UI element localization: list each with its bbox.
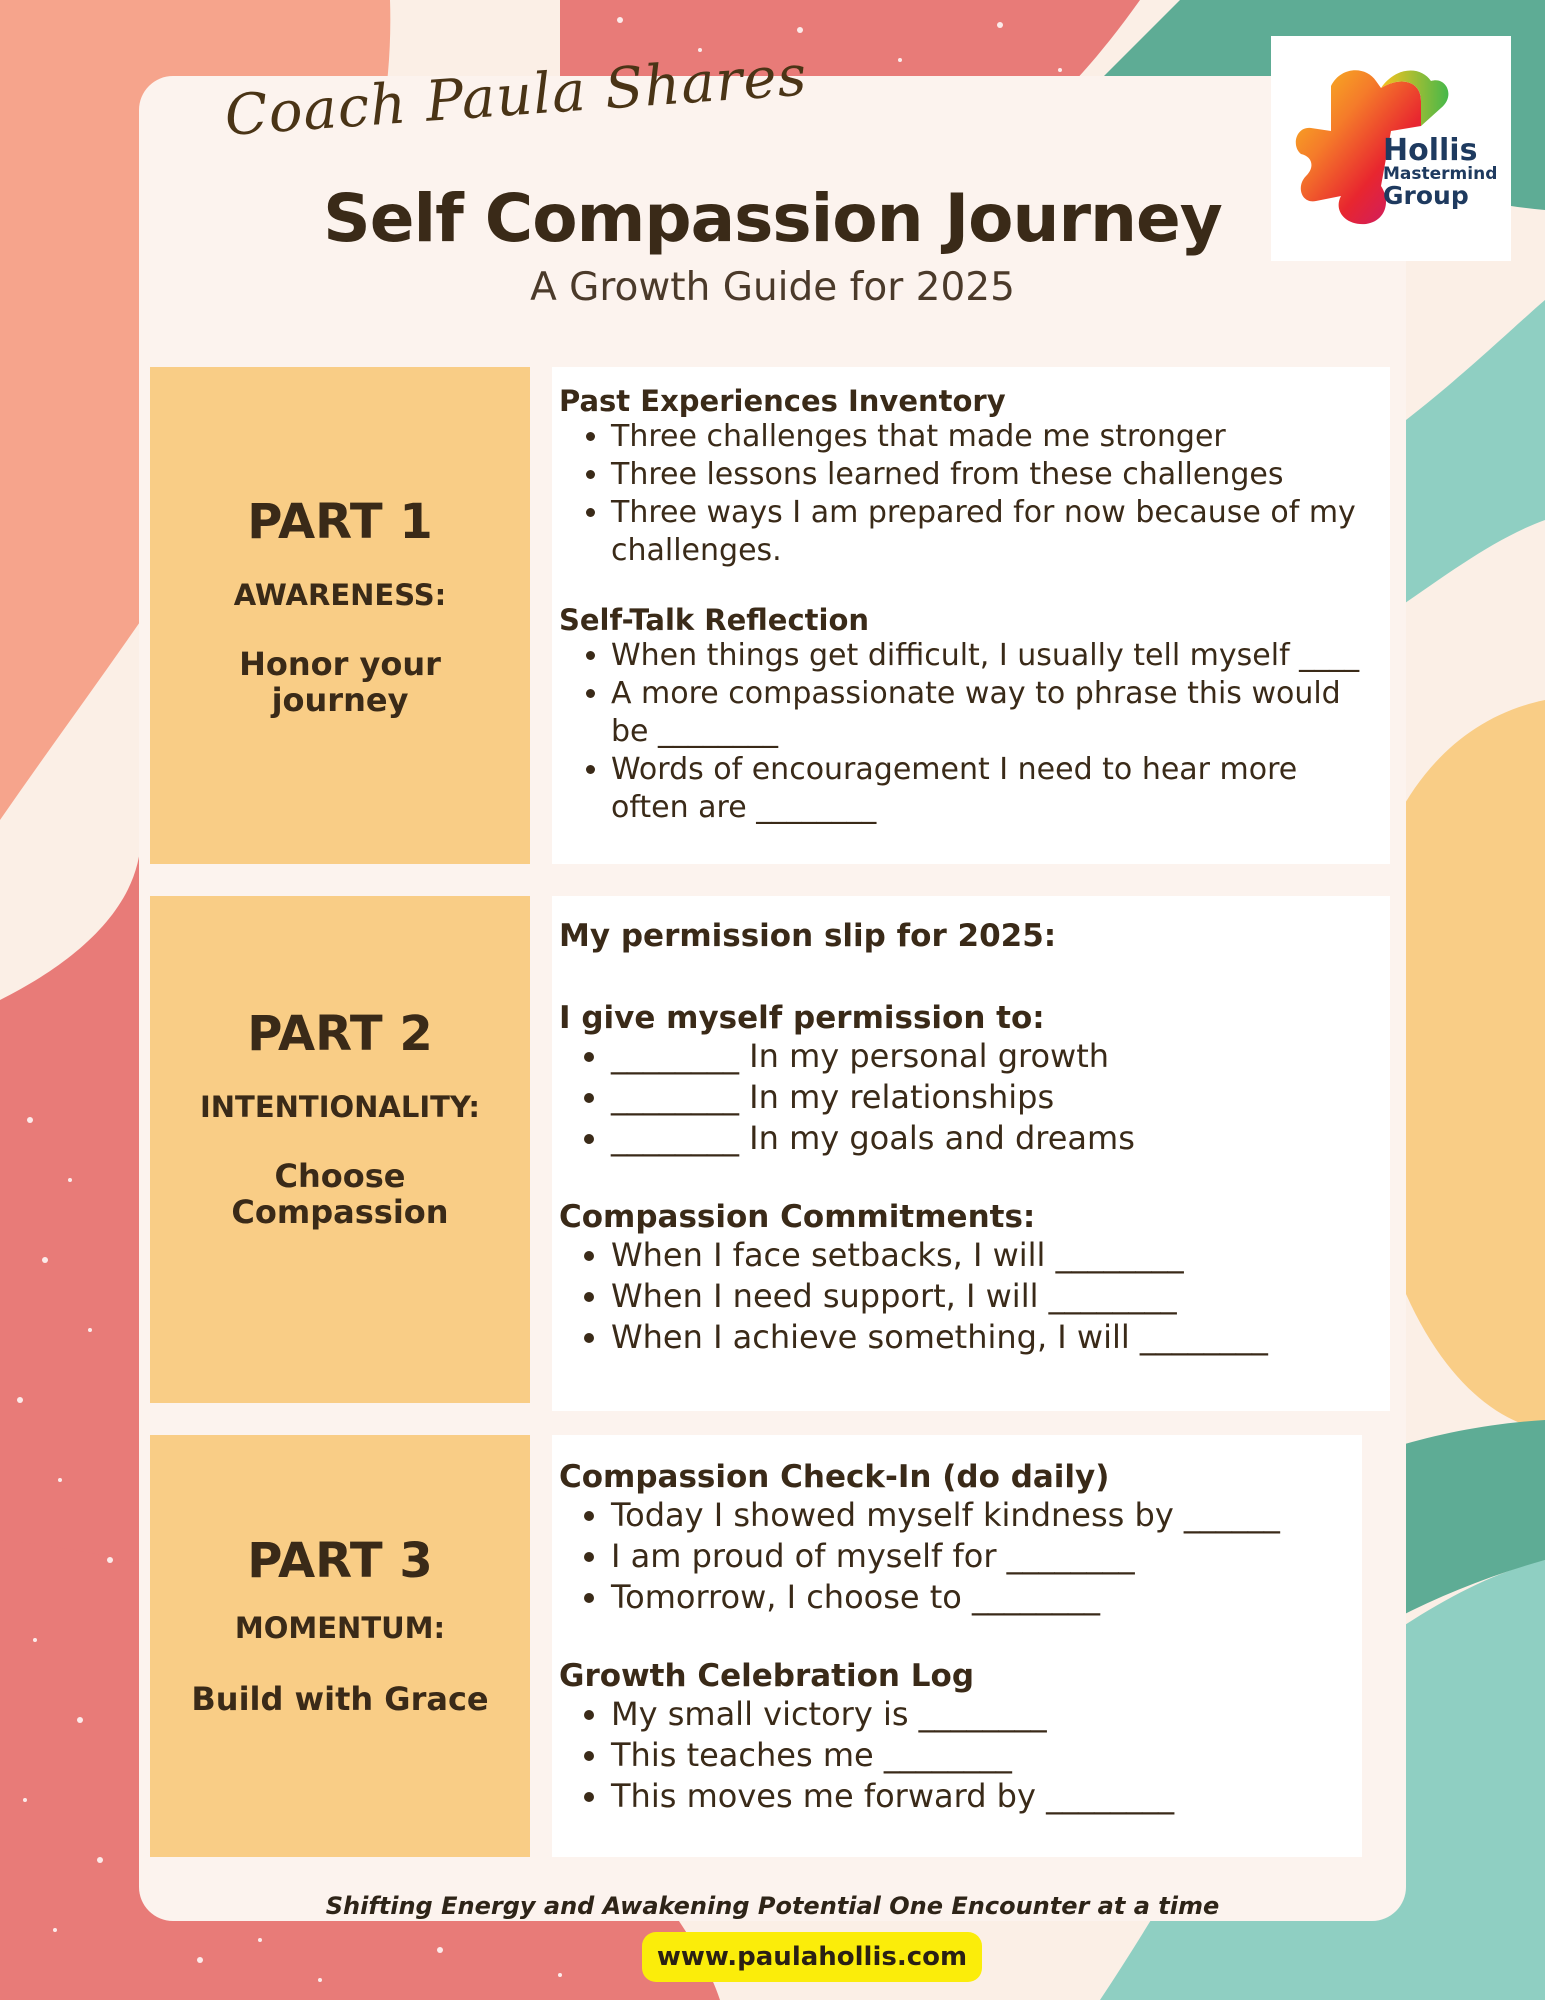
prompt-list (559, 637, 1390, 827)
coach-script-heading: Coach Paula Shares (222, 43, 810, 149)
list-item: • When things get difficult, I usually tell myself ____ (611, 637, 1390, 675)
part-3-label-panel (150, 1435, 530, 1857)
section-heading: I give myself permission to: (559, 1000, 1045, 1036)
part-label: AWARENESS: (233, 578, 447, 612)
part-description: Build with Grace (191, 1680, 489, 1718)
list-item: • ________ In my personal growth (611, 1036, 1390, 1077)
list-item: • My small victory is ________ (611, 1694, 1362, 1735)
logo-line-hollis: Hollis (1383, 133, 1478, 168)
part-description: Choose Compassion (231, 1157, 449, 1231)
logo-text (1383, 133, 1498, 210)
part-title: PART 2 (247, 1006, 433, 1062)
part-2-content-box (552, 896, 1390, 1411)
part-1-content-box (552, 367, 1390, 864)
list-item: • When I face setbacks, I will ________ (611, 1235, 1390, 1276)
page-title: Self Compassion Journey (323, 180, 1222, 257)
part-1-label-panel (150, 367, 530, 864)
list-item: • Three challenges that made me stronger (611, 418, 1390, 456)
section-heading: Growth Celebration Log (559, 1658, 975, 1694)
section-heading: Compassion Check-In (do daily) (559, 1459, 1110, 1495)
permission-slip-heading: My permission slip for 2025: (559, 918, 1057, 954)
prompt-list (559, 1235, 1390, 1358)
part-3-content-box (552, 1435, 1362, 1857)
prompt-list (559, 1694, 1362, 1817)
list-item: • When I achieve something, I will ________ (611, 1317, 1390, 1358)
part-2-label-panel (150, 896, 530, 1403)
list-item: • When I need support, I will ________ (611, 1276, 1390, 1317)
prompt-list (559, 1036, 1390, 1159)
logo-line-mastermind: Mastermind (1383, 164, 1498, 184)
list-item: • Words of encouragement I need to hear more often are ________ (611, 751, 1390, 827)
footer-tagline: Shifting Energy and Awakening Potential One Encounter at a time (325, 1892, 1220, 1920)
part-label: MOMENTUM: (234, 1611, 446, 1645)
list-item: • This moves me forward by ________ (611, 1776, 1362, 1817)
list-item: • I am proud of myself for ________ (611, 1536, 1362, 1577)
list-item: • Tomorrow, I choose to ________ (611, 1577, 1362, 1618)
list-item: • A more compassionate way to phrase this would be ________ (611, 675, 1390, 751)
list-item: • This teaches me ________ (611, 1735, 1362, 1776)
list-item: • ________ In my goals and dreams (611, 1118, 1390, 1159)
list-item: • ________ In my relationships (611, 1077, 1390, 1118)
prompt-list (559, 418, 1390, 570)
section-heading: Self-Talk Reflection (559, 603, 870, 637)
part-title: PART 1 (247, 494, 433, 550)
hollis-mastermind-logo (1271, 36, 1511, 261)
part-title: PART 3 (247, 1533, 433, 1589)
list-item: • Three ways I am prepared for now because of my challenges. (611, 494, 1390, 570)
prompt-list (559, 1495, 1362, 1618)
part-label: INTENTIONALITY: (200, 1090, 480, 1124)
section-heading: Compassion Commitments: (559, 1199, 1036, 1235)
page-subtitle: A Growth Guide for 2025 (530, 265, 1015, 310)
logo-line-group: Group (1383, 181, 1469, 210)
list-item: • Today I showed myself kindness by ______ (611, 1495, 1362, 1536)
list-item: • Three lessons learned from these challenges (611, 456, 1390, 494)
website-link[interactable]: www.paulahollis.com (642, 1932, 982, 1982)
section-heading: Past Experiences Inventory (559, 384, 1006, 418)
part-description: Honor your journey (239, 645, 441, 719)
